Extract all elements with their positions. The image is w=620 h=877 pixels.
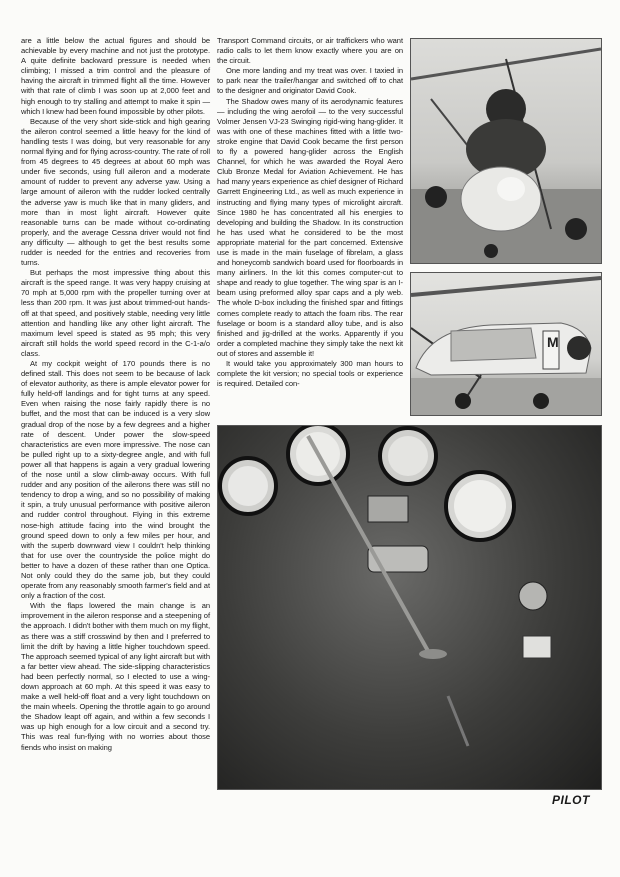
paragraph: But perhaps the most impressive thing about this aircraft is the speed range. It was very happy cruising at 70 mph at 5,000 rpm with the propeller turning over at less than 200 rpm. It was just about trimmed-out hands-off at that speed, and positively stable, needing very little attention and handling like any other light aircraft. The maximum level speed is stated as 95 mph; this very aircraft still holds the world speed record in the C-1-a/o class. <box>21 268 210 358</box>
paragraph: It would take you approximately 300 man hours to complete the kit version; no special tools or experience is required. Detailed con- <box>217 359 403 389</box>
photo-aircraft-side-view <box>410 272 602 416</box>
photo-pilot-illustration <box>411 39 601 263</box>
paragraph: The Shadow owes many of its aerodynamic features — including the wing aerofoil — to the very successful Volmer Jensen VJ-23 Swinging rigid-wing hang-glider. It was with one of these machines fitted with a little two-stroke engine that David Cook became the first person to fly a powered hang-glider across the English Channel, for which he was awarded the Royal Aero Club Bronze Medal for Aviation Achievement. He has had many years experience as chief designer of Richard Garrett Engineering Ltd., as well as much experience in instructing and flying many types of microlight aircraft. Since 1980 he has concentrated all his energies to developing and building the Shadow. In its construction he has used what he considered to be the most appropriate material for the part concerned. Extensive use is made in the main fuselage of fibrelam, a glass and honeycomb sandwich board used for floorboards in many airliners. In the kit this comes computer-cut to shape and ready to glue together. The wing spar is an I-beam using preformed alloy spar caps and a ply web. The whole D-box including the finished spar and fittings comes complete ready to attach the foam ribs. The rear fuselage or boom is a standard alloy tube, and is also finished and jig-drilled at the works. Apparently if you order a completed machine they simply take the next kit out of stores and assemble it! <box>217 96 403 358</box>
photo-pilot-in-aircraft <box>410 38 602 264</box>
photo-cockpit-illustration <box>218 426 601 789</box>
paragraph: are a little below the actual figures and should be achievable by every machine and not just the prototype. A quite definite backward pressure is needed when climbing; I missed a trim control and the pleasure of having the aircraft in trimmed flight all the time. However with that rate of climb I was soon up at 2,000 feet and high enough to try stalling and attempt to make it spin — which I knew had been found impossible by other pilots. <box>21 36 210 116</box>
photo-aircraft-illustration <box>411 273 601 415</box>
paragraph: At my cockpit weight of 170 pounds there is no defined stall. This does not seem to be because of lack of elevator authority, as there is ample elevator power for fully held-off landings and for tight turns at any speed. Even when raising the nose fairly rapidly there is no buffet, and the most that can be induced is a very slow gradual drop of the nose by a few degrees and a higher rate of descent. Under power the slow-speed characteristics are even more impressive. The nose can be pulled right up to a sixty-degree angle, and with full power all that happens is again a very gradual lowering of the nose until a slow climb-away occurs. With full rudder and any position of the ailerons there was still no tendency to drop a wing, and so no possibility of making it spin, a truly unusual performance with positive aileron and rudder control throughout. Flying in this extreme nose-high attitude facing into the wind brought the ground speed down to only a few miles per hour, and with the superb downward view I couldn't help thinking that for use over the countryside the police might do better to have a dozen of these rather than one Optica. Not only could they do the same job, but they could operate from any reasonably smooth farmer's field and at only a fraction of the cost. <box>21 359 210 601</box>
paragraph: One more landing and my treat was over. I taxied in to park near the trailer/hangar and switched off to chat to the designer and originator David Cook. <box>217 66 403 96</box>
aircraft-registration-letter: M <box>547 334 559 350</box>
paragraph: Transport Command circuits, or air traffickers who want radio calls to let them know exactly where you are on the circuit. <box>217 36 403 66</box>
paragraph: Because of the very short side-stick and high gearing the aileron control seemed a little heavy for the kind of handling tests I was doing, but very reasonable for any normal flying and for flying across-country. The rate of roll from 45 degrees to 45 degrees at about 60 mph was under five seconds, using full aileron and a moderate amount of rudder to prevent any adverse yaw. Using a large amount of aileron with the rudder locked centrally the adverse yaw is much like that in many gliders, and more than in most light aircraft. However quite reasonable turns can be made without co-ordinating properly, and the average Cessna driver would not find any difficulty — although to get the best results some rudder is needed for the entries and recoveries from turns. <box>21 116 210 268</box>
article-column-1 <box>21 36 210 753</box>
magazine-footer: PILOT <box>552 793 590 807</box>
paragraph: With the flaps lowered the main change is an improvement in the aileron response and a steepening of the approach. I didn't bother with them much on my flight, as there was a stiff crosswind by then and I preferred to limit the drift by having a little higher touchdown speed. The approach seemed typical of any light aircraft but with a far better view ahead. The side-slipping characteristics had been perfectly normal, so I elected to use a wing-down approach at 60 mph. At this speed it was easy to make a well held-off float and a very light touchdown on the main wheels. Opening the throttle again to go around the Shadow leapt off again, and within a few seconds I was up high enough for a low circuit and a second try. This was real fun-flying with no worries about those fiends who insist on making <box>21 601 210 752</box>
photo-cockpit-instruments <box>217 425 602 790</box>
article-column-2 <box>217 36 403 389</box>
